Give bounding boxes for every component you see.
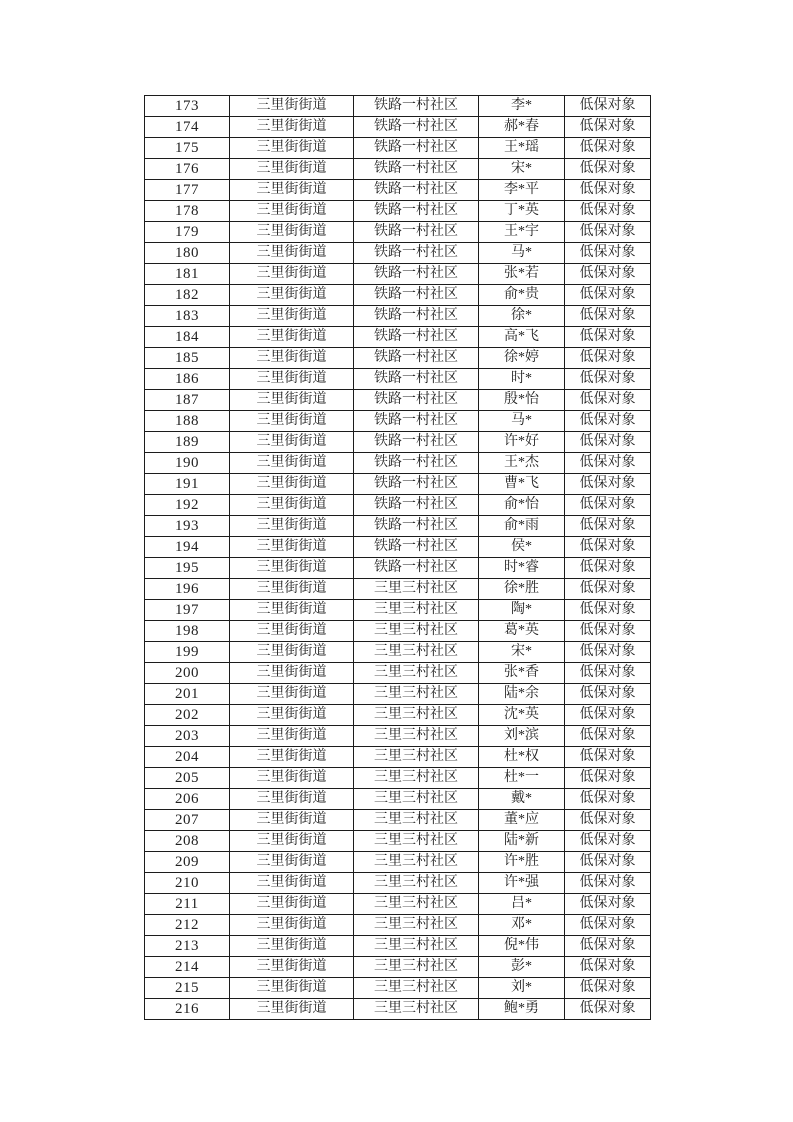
table-cell-num: 205 [145,768,230,789]
table-cell-category: 低保对象 [565,348,651,369]
table-cell-community: 三里三村社区 [354,957,479,978]
table-cell-name: 王*瑶 [479,138,565,159]
table-cell-num: 192 [145,495,230,516]
table-cell-category: 低保对象 [565,201,651,222]
table-cell-community: 铁路一村社区 [354,369,479,390]
table-cell-category: 低保对象 [565,306,651,327]
table-cell-street: 三里街街道 [230,789,354,810]
table-cell-name: 宋* [479,159,565,180]
table-cell-street: 三里街街道 [230,159,354,180]
table-cell-name: 时* [479,369,565,390]
table-cell-category: 低保对象 [565,117,651,138]
table-cell-name: 李* [479,96,565,117]
table-cell-num: 174 [145,117,230,138]
table-cell-street: 三里街街道 [230,684,354,705]
table-row [145,264,651,285]
table-row [145,852,651,873]
table-cell-num: 215 [145,978,230,999]
table-row [145,138,651,159]
table-cell-community: 铁路一村社区 [354,138,479,159]
table-cell-community: 铁路一村社区 [354,453,479,474]
table-cell-community: 三里三村社区 [354,810,479,831]
table-cell-category: 低保对象 [565,957,651,978]
table-cell-num: 179 [145,222,230,243]
table-cell-community: 铁路一村社区 [354,222,479,243]
table-cell-category: 低保对象 [565,327,651,348]
table-cell-community: 铁路一村社区 [354,96,479,117]
table-cell-community: 铁路一村社区 [354,264,479,285]
table-cell-category: 低保对象 [565,138,651,159]
table-cell-street: 三里街街道 [230,600,354,621]
table-cell-community: 三里三村社区 [354,894,479,915]
table-cell-street: 三里街街道 [230,201,354,222]
table-cell-num: 182 [145,285,230,306]
table-cell-num: 183 [145,306,230,327]
table-cell-street: 三里街街道 [230,369,354,390]
table-cell-num: 181 [145,264,230,285]
table-cell-category: 低保对象 [565,873,651,894]
table-body [145,96,651,1020]
table-cell-num: 208 [145,831,230,852]
table-cell-community: 铁路一村社区 [354,474,479,495]
table-cell-name: 杜*权 [479,747,565,768]
table-cell-num: 190 [145,453,230,474]
table-cell-street: 三里街街道 [230,621,354,642]
table-cell-street: 三里街街道 [230,432,354,453]
table-row [145,810,651,831]
table-cell-community: 铁路一村社区 [354,390,479,411]
table-cell-name: 李*平 [479,180,565,201]
table-cell-name: 张*若 [479,264,565,285]
table-cell-community: 铁路一村社区 [354,201,479,222]
beneficiary-table [144,95,651,1020]
table-cell-num: 173 [145,96,230,117]
table-row [145,495,651,516]
table-cell-name: 鲍*勇 [479,999,565,1020]
table-cell-community: 铁路一村社区 [354,159,479,180]
table-cell-community: 铁路一村社区 [354,432,479,453]
table-row [145,117,651,138]
table-cell-community: 三里三村社区 [354,579,479,600]
table-cell-category: 低保对象 [565,726,651,747]
table-cell-street: 三里街街道 [230,936,354,957]
table-cell-street: 三里街街道 [230,495,354,516]
table-row [145,411,651,432]
table-cell-num: 176 [145,159,230,180]
table-cell-street: 三里街街道 [230,894,354,915]
table-row [145,159,651,180]
table-row [145,873,651,894]
table-cell-category: 低保对象 [565,96,651,117]
table-cell-num: 207 [145,810,230,831]
table-cell-num: 178 [145,201,230,222]
table-cell-community: 铁路一村社区 [354,558,479,579]
table-cell-category: 低保对象 [565,684,651,705]
table-cell-name: 吕* [479,894,565,915]
table-cell-name: 许*胜 [479,852,565,873]
table-cell-category: 低保对象 [565,474,651,495]
table-cell-name: 刘* [479,978,565,999]
table-cell-num: 199 [145,642,230,663]
table-cell-num: 214 [145,957,230,978]
table-cell-name: 马* [479,243,565,264]
table-row [145,936,651,957]
table-cell-community: 铁路一村社区 [354,495,479,516]
table-cell-num: 189 [145,432,230,453]
table-row [145,243,651,264]
table-cell-street: 三里街街道 [230,768,354,789]
table-cell-category: 低保对象 [565,831,651,852]
table-cell-category: 低保对象 [565,243,651,264]
table-cell-num: 196 [145,579,230,600]
table-cell-category: 低保对象 [565,537,651,558]
table-cell-num: 212 [145,915,230,936]
table-cell-community: 三里三村社区 [354,768,479,789]
table-cell-name: 陶* [479,600,565,621]
table-cell-community: 铁路一村社区 [354,516,479,537]
table-row [145,600,651,621]
table-cell-street: 三里街街道 [230,558,354,579]
table-row [145,327,651,348]
table-cell-num: 185 [145,348,230,369]
table-row [145,201,651,222]
table-cell-street: 三里街街道 [230,705,354,726]
table-row [145,768,651,789]
table-cell-community: 三里三村社区 [354,705,479,726]
table-cell-street: 三里街街道 [230,327,354,348]
table-cell-street: 三里街街道 [230,726,354,747]
table-cell-num: 177 [145,180,230,201]
table-row [145,306,651,327]
table-cell-num: 200 [145,663,230,684]
table-row [145,957,651,978]
table-cell-community: 铁路一村社区 [354,327,479,348]
table-cell-street: 三里街街道 [230,999,354,1020]
table-row [145,516,651,537]
table-cell-street: 三里街街道 [230,579,354,600]
table-cell-community: 铁路一村社区 [354,117,479,138]
table-row [145,432,651,453]
table-cell-category: 低保对象 [565,894,651,915]
table-row [145,621,651,642]
table-cell-street: 三里街街道 [230,747,354,768]
table-cell-category: 低保对象 [565,747,651,768]
table-cell-category: 低保对象 [565,516,651,537]
table-cell-category: 低保对象 [565,180,651,201]
table-cell-num: 209 [145,852,230,873]
table-cell-category: 低保对象 [565,600,651,621]
table-cell-community: 三里三村社区 [354,999,479,1020]
table-row [145,474,651,495]
table-cell-street: 三里街街道 [230,663,354,684]
table-row [145,558,651,579]
table-row [145,747,651,768]
table-cell-category: 低保对象 [565,411,651,432]
table-row [145,705,651,726]
table-row [145,285,651,306]
table-cell-street: 三里街街道 [230,978,354,999]
table-cell-category: 低保对象 [565,705,651,726]
table-cell-community: 三里三村社区 [354,747,479,768]
table-cell-num: 203 [145,726,230,747]
table-cell-street: 三里街街道 [230,390,354,411]
table-cell-category: 低保对象 [565,390,651,411]
table-cell-community: 三里三村社区 [354,642,479,663]
table-cell-name: 戴* [479,789,565,810]
table-cell-name: 俞*雨 [479,516,565,537]
table-row [145,663,651,684]
table-cell-street: 三里街街道 [230,873,354,894]
table-cell-category: 低保对象 [565,579,651,600]
table-cell-name: 许*强 [479,873,565,894]
table-cell-num: 213 [145,936,230,957]
table-cell-category: 低保对象 [565,936,651,957]
table-cell-name: 刘*滨 [479,726,565,747]
table-cell-street: 三里街街道 [230,537,354,558]
table-cell-category: 低保对象 [565,810,651,831]
table-cell-community: 三里三村社区 [354,663,479,684]
table-cell-street: 三里街街道 [230,285,354,306]
table-cell-num: 188 [145,411,230,432]
table-cell-name: 宋* [479,642,565,663]
table-cell-street: 三里街街道 [230,915,354,936]
table-row [145,726,651,747]
table-cell-num: 197 [145,600,230,621]
table-cell-num: 216 [145,999,230,1020]
table-cell-community: 三里三村社区 [354,684,479,705]
table-cell-street: 三里街街道 [230,138,354,159]
table-cell-street: 三里街街道 [230,474,354,495]
table-cell-name: 丁*英 [479,201,565,222]
table-cell-num: 180 [145,243,230,264]
table-cell-category: 低保对象 [565,789,651,810]
table-row [145,999,651,1020]
table-cell-community: 三里三村社区 [354,789,479,810]
table-cell-street: 三里街街道 [230,411,354,432]
table-cell-name: 沈*英 [479,705,565,726]
table-cell-num: 184 [145,327,230,348]
table-row [145,348,651,369]
table-cell-street: 三里街街道 [230,516,354,537]
table-cell-name: 时*睿 [479,558,565,579]
table-cell-community: 三里三村社区 [354,873,479,894]
table-cell-name: 葛*英 [479,621,565,642]
table-cell-category: 低保对象 [565,369,651,390]
table-cell-category: 低保对象 [565,159,651,180]
table-cell-name: 董*应 [479,810,565,831]
table-cell-community: 三里三村社区 [354,726,479,747]
table-cell-community: 铁路一村社区 [354,243,479,264]
table-cell-street: 三里街街道 [230,180,354,201]
table-cell-name: 许*好 [479,432,565,453]
table-cell-num: 187 [145,390,230,411]
table-cell-community: 铁路一村社区 [354,180,479,201]
table-cell-category: 低保对象 [565,663,651,684]
table-row [145,978,651,999]
table-cell-num: 204 [145,747,230,768]
table-cell-category: 低保对象 [565,285,651,306]
table-cell-category: 低保对象 [565,264,651,285]
table-cell-category: 低保对象 [565,852,651,873]
table-row [145,180,651,201]
table-row [145,789,651,810]
table-cell-category: 低保对象 [565,495,651,516]
table-cell-name: 王*杰 [479,453,565,474]
table-cell-community: 三里三村社区 [354,600,479,621]
table-cell-num: 175 [145,138,230,159]
table-cell-category: 低保对象 [565,432,651,453]
table-row [145,579,651,600]
table-row [145,894,651,915]
table-cell-community: 铁路一村社区 [354,537,479,558]
table-cell-community: 铁路一村社区 [354,285,479,306]
table-cell-community: 铁路一村社区 [354,348,479,369]
table-cell-name: 彭* [479,957,565,978]
table-cell-num: 202 [145,705,230,726]
table-cell-name: 侯* [479,537,565,558]
table-cell-name: 郝*春 [479,117,565,138]
table-cell-street: 三里街街道 [230,96,354,117]
table-cell-community: 三里三村社区 [354,978,479,999]
table-cell-num: 198 [145,621,230,642]
table-cell-category: 低保对象 [565,999,651,1020]
table-cell-name: 徐*婷 [479,348,565,369]
table-cell-community: 三里三村社区 [354,621,479,642]
table-cell-street: 三里街街道 [230,117,354,138]
table-cell-name: 陆*新 [479,831,565,852]
table-row [145,96,651,117]
table-row [145,222,651,243]
table-cell-community: 三里三村社区 [354,936,479,957]
table-row [145,390,651,411]
table-cell-num: 201 [145,684,230,705]
table-row [145,453,651,474]
table-cell-name: 徐* [479,306,565,327]
table-cell-name: 俞*贵 [479,285,565,306]
table-cell-name: 徐*胜 [479,579,565,600]
table-cell-category: 低保对象 [565,621,651,642]
table-cell-num: 195 [145,558,230,579]
table-cell-community: 铁路一村社区 [354,411,479,432]
table-cell-name: 杜*一 [479,768,565,789]
table-cell-street: 三里街街道 [230,831,354,852]
table-cell-num: 210 [145,873,230,894]
table-cell-street: 三里街街道 [230,348,354,369]
table-cell-num: 211 [145,894,230,915]
table-cell-name: 马* [479,411,565,432]
table-cell-street: 三里街街道 [230,957,354,978]
table-cell-street: 三里街街道 [230,306,354,327]
table-cell-name: 张*香 [479,663,565,684]
table-cell-name: 王*宇 [479,222,565,243]
table-row [145,831,651,852]
table-cell-num: 193 [145,516,230,537]
table-cell-category: 低保对象 [565,978,651,999]
table-row [145,915,651,936]
table-row [145,369,651,390]
table-cell-num: 194 [145,537,230,558]
table-cell-category: 低保对象 [565,642,651,663]
table-cell-community: 三里三村社区 [354,852,479,873]
table-cell-category: 低保对象 [565,558,651,579]
table-cell-category: 低保对象 [565,453,651,474]
table-cell-category: 低保对象 [565,915,651,936]
table-cell-street: 三里街街道 [230,243,354,264]
table-cell-num: 206 [145,789,230,810]
table-cell-street: 三里街街道 [230,222,354,243]
table-cell-community: 铁路一村社区 [354,306,479,327]
table-cell-community: 三里三村社区 [354,915,479,936]
table-cell-street: 三里街街道 [230,642,354,663]
table-cell-num: 186 [145,369,230,390]
table-cell-name: 倪*伟 [479,936,565,957]
table-cell-street: 三里街街道 [230,453,354,474]
table-row [145,642,651,663]
table-row [145,537,651,558]
table-cell-category: 低保对象 [565,222,651,243]
table-cell-street: 三里街街道 [230,810,354,831]
table-cell-street: 三里街街道 [230,852,354,873]
table-cell-name: 曹*飞 [479,474,565,495]
table-cell-name: 邓* [479,915,565,936]
table-cell-name: 俞*怡 [479,495,565,516]
table-cell-name: 陆*余 [479,684,565,705]
table-cell-name: 高*飞 [479,327,565,348]
table-row [145,684,651,705]
table-cell-name: 殷*怡 [479,390,565,411]
table-cell-street: 三里街街道 [230,264,354,285]
table-cell-category: 低保对象 [565,768,651,789]
table-cell-community: 三里三村社区 [354,831,479,852]
table-cell-num: 191 [145,474,230,495]
